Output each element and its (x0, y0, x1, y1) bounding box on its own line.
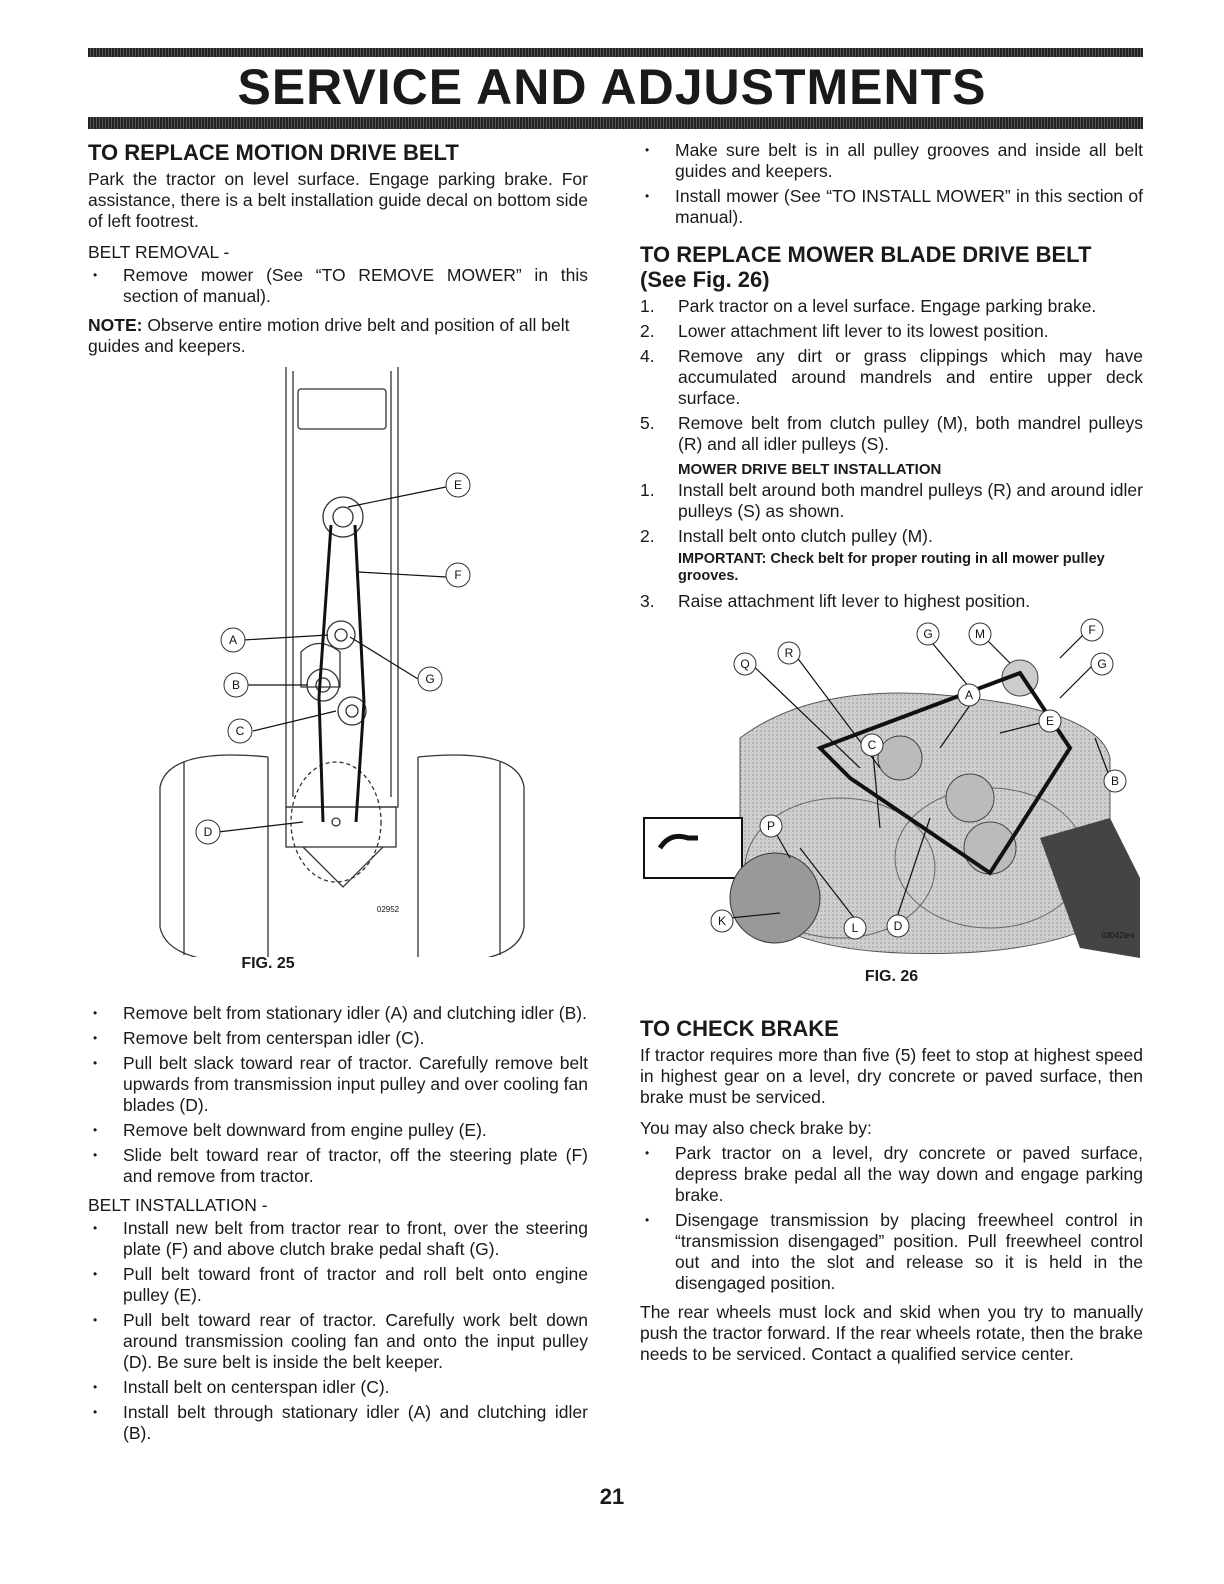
list-item: • Remove belt from centerspan idler (C). (88, 1028, 588, 1049)
list-item: • Slide belt toward rear of tractor, off the steering plate (F) and remove from tractor. (88, 1145, 588, 1187)
mower-belt-heading-sub: (See Fig. 26) (640, 267, 770, 292)
fig26-label-r: R (784, 646, 794, 660)
note-text: Observe entire motion drive belt and position of all belt guides and keepers. (88, 315, 570, 356)
list-item: 2. Install belt onto clutch pulley (M). (640, 526, 933, 546)
fig26-label-f: F (1088, 623, 1096, 637)
fig26-label-a: A (964, 688, 974, 702)
list-item: 3. Raise attachment lift lever to highest position. (640, 591, 1031, 611)
fig26-caption: FIG. 26 (864, 968, 919, 985)
fig26-code: 03042tex (1101, 931, 1135, 940)
brake-intro: If tractor requires more than five (5) feet to stop at highest speed in highest gear on a level, dry concrete or paved surface, then brake must be serviced. (640, 1045, 1143, 1107)
fig25-label-e: E (453, 478, 463, 492)
page-number: 21 (599, 1484, 625, 1509)
list-item: 1. Install belt around both mandrel pulleys (R) and around idler pulleys (S) as shown. (640, 480, 1143, 521)
mower-belt-final-steps (640, 591, 1143, 612)
brake-also: You may also check brake by: (640, 1118, 872, 1138)
important-note: IMPORTANT: Check belt for proper routing in all mower pulley grooves. (678, 551, 1105, 584)
list-item: • Make sure belt is in all pulley grooves and inside all belt guides and keepers. (640, 140, 1143, 182)
fig25-label-b: B (231, 678, 241, 692)
list-item: • Pull belt toward front of tractor and roll belt onto engine pulley (E). (88, 1264, 588, 1306)
fig26-label-g1: G (923, 627, 933, 641)
left-column (88, 140, 588, 1452)
check-brake-heading: TO CHECK BRAKE (640, 1016, 839, 1041)
fig26-label-k: K (717, 914, 727, 928)
fig26-label-l: L (851, 921, 859, 935)
mower-belt-steps (640, 296, 1143, 455)
mower-belt-install-steps (640, 480, 1143, 547)
installation-list (88, 1218, 588, 1444)
fig26-label-b: B (1110, 774, 1120, 788)
list-item: • Park tractor on a level, dry concrete or paved surface, depress brake pedal all the way down and engage parking brake. (640, 1143, 1143, 1206)
list-item: • Remove belt from stationary idler (A) and clutching idler (B). (88, 1003, 588, 1024)
fig25-label-d: D (203, 825, 213, 839)
mower-belt-heading: TO REPLACE MOWER BLADE DRIVE BELT (640, 242, 1092, 267)
fig26-label-m: M (975, 627, 985, 641)
list-item: • Disengage transmission by placing freewheel control in “transmission disengaged” position. Pull freewheel control out and into the slot and release so it is held in the disengaged position. (640, 1210, 1143, 1294)
note (88, 315, 588, 357)
list-item: • Pull belt toward rear of tractor. Carefully work belt down around transmission cooling fan and onto the input pulley (D). Be sure belt is inside the belt keeper. (88, 1310, 588, 1373)
right-column (640, 140, 1143, 1375)
note-label: NOTE: (88, 315, 143, 335)
list-item: • Install belt on centerspan idler (C). (88, 1377, 588, 1398)
fig26-label-d: D (893, 919, 903, 933)
install-check-list (640, 140, 1143, 228)
fig26-label-p: P (766, 819, 776, 833)
header-rule-top (88, 48, 1143, 57)
page-title: SERVICE AND ADJUSTMENTS (237, 59, 987, 115)
belt-installation-label: BELT INSTALLATION - (88, 1195, 268, 1215)
fig25-label-a: A (228, 633, 238, 647)
list-item: 1. Park tractor on a level surface. Engage parking brake. (640, 296, 1097, 316)
list-item: 2. Lower attachment lift lever to its lowest position. (640, 321, 1049, 341)
fig26-label-g2: G (1097, 657, 1107, 671)
fig26-diagram (640, 618, 1143, 968)
mower-belt-install-heading: MOWER DRIVE BELT INSTALLATION (678, 461, 942, 478)
motion-belt-heading: TO REPLACE MOTION DRIVE BELT (88, 140, 459, 165)
fig25-label-c: C (235, 724, 245, 738)
figure-25 (88, 367, 588, 977)
list-item: • Remove belt downward from engine pulley (E). (88, 1120, 588, 1141)
list-item: • Pull belt slack toward rear of tractor. Carefully remove belt upwards from transmission input pulley and over cooling fan blades (D). (88, 1053, 588, 1116)
list-item: • Install mower (See “TO INSTALL MOWER” in this section of manual). (640, 186, 1143, 228)
fig25-caption: FIG. 25 (241, 955, 295, 972)
fig25-diagram (88, 367, 588, 957)
removal-steps-list (88, 1003, 588, 1187)
brake-final: The rear wheels must lock and skid when you try to manually push the tractor forward. If the rear wheels rotate, then the brake needs to be serviced. Contact a qualified service center. (640, 1302, 1143, 1364)
belt-removal-label: BELT REMOVAL - (88, 242, 230, 262)
brake-check-list (640, 1143, 1143, 1294)
list-item: • Install belt through stationary idler (A) and clutching idler (B). (88, 1402, 588, 1444)
fig26-label-c: C (867, 738, 877, 752)
fig25-label-f: F (454, 568, 462, 582)
fig26-label-e: E (1045, 714, 1055, 728)
removal-list (88, 265, 588, 307)
list-item: • Install new belt from tractor rear to front, over the steering plate (F) and above clutch brake pedal shaft (G). (88, 1218, 588, 1260)
list-item: 4. Remove any dirt or grass clippings which may have accumulated around mandrels and entire upper deck surface. (640, 346, 1143, 408)
list-item: 5. Remove belt from clutch pulley (M), both mandrel pulleys (R) and all idler pulleys (S). (640, 413, 1143, 454)
fig25-code: 02952 (376, 905, 400, 914)
header-rule-bottom (88, 117, 1143, 129)
figure-26 (640, 618, 1143, 998)
list-item: • Remove mower (See “TO REMOVE MOWER” in this section of manual). (88, 265, 588, 307)
fig25-label-g: G (425, 672, 435, 686)
fig26-label-q: Q (740, 657, 750, 671)
motion-belt-intro: Park the tractor on level surface. Engage parking brake. For assistance, there is a belt installation guide decal on bottom side of left footrest. (88, 169, 588, 231)
